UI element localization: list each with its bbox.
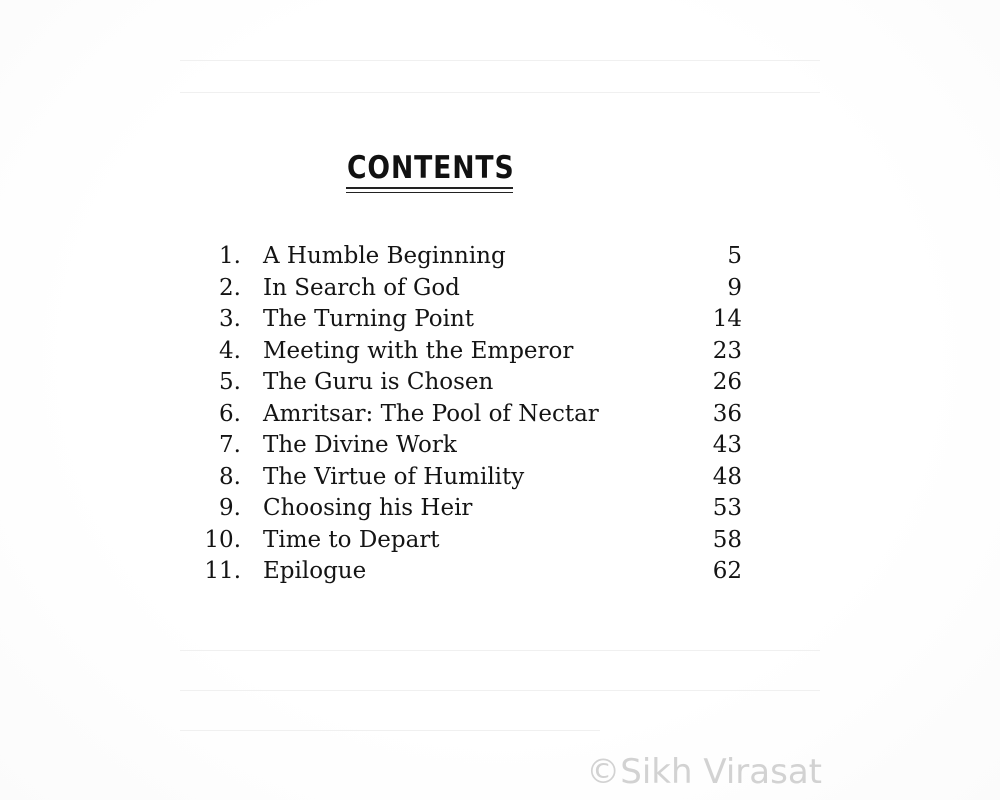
toc-entry bbox=[196, 333, 756, 365]
show-through-line bbox=[180, 730, 600, 731]
entry-page-number: 14 bbox=[712, 306, 742, 332]
toc-entry bbox=[196, 364, 756, 396]
show-through-line bbox=[180, 690, 820, 691]
entry-title: A Humble Beginning bbox=[263, 243, 506, 269]
entry-number: 5. bbox=[219, 369, 241, 395]
entry-page-number: 9 bbox=[727, 274, 742, 301]
entry-page-number: 62 bbox=[712, 558, 742, 584]
entry-page-number: 5 bbox=[727, 243, 742, 269]
entry-title: The Divine Work bbox=[263, 432, 457, 458]
entry-number: 8. bbox=[219, 463, 241, 490]
entry-number: 4. bbox=[219, 337, 241, 364]
entry-number: 9. bbox=[219, 495, 241, 521]
entry-title: Choosing his Heir bbox=[263, 495, 473, 521]
entry-number: 10. bbox=[204, 526, 241, 553]
entry-title: Time to Depart bbox=[263, 526, 440, 553]
entry-page-number: 43 bbox=[712, 432, 742, 458]
entry-title: Meeting with the Emperor bbox=[263, 337, 574, 364]
entry-title: Epilogue bbox=[263, 558, 367, 584]
entry-page-number: 36 bbox=[712, 400, 742, 427]
toc-entry bbox=[196, 396, 756, 428]
entry-number: 11. bbox=[204, 558, 241, 584]
entry-number: 7. bbox=[219, 432, 241, 458]
show-through-line bbox=[180, 92, 820, 93]
entry-title: In Search of God bbox=[263, 274, 460, 301]
table-of-contents bbox=[196, 238, 756, 585]
toc-entry bbox=[196, 270, 756, 302]
heading-underline-top bbox=[346, 187, 513, 189]
contents-heading: CONTENTS bbox=[347, 150, 515, 186]
entry-page-number: 48 bbox=[712, 463, 742, 490]
show-through-line bbox=[180, 60, 820, 61]
show-through-line bbox=[180, 650, 820, 651]
entry-page-number: 26 bbox=[712, 369, 742, 395]
entry-number: 6. bbox=[219, 400, 241, 427]
entry-title: The Guru is Chosen bbox=[263, 369, 494, 395]
toc-entry bbox=[196, 553, 756, 585]
entry-number: 3. bbox=[219, 306, 241, 332]
entry-number: 2. bbox=[219, 274, 241, 301]
heading-underline-bottom bbox=[346, 192, 513, 193]
copyright-watermark: ©Sikh Virasat bbox=[586, 752, 822, 792]
entry-page-number: 53 bbox=[712, 495, 742, 521]
entry-title: The Virtue of Humility bbox=[263, 463, 525, 490]
entry-title: Amritsar: The Pool of Nectar bbox=[263, 400, 599, 427]
entry-page-number: 58 bbox=[712, 526, 742, 553]
entry-page-number: 23 bbox=[712, 337, 742, 364]
toc-entry bbox=[196, 427, 756, 459]
toc-entry bbox=[196, 301, 756, 333]
toc-entry bbox=[196, 522, 756, 554]
toc-entry bbox=[196, 238, 756, 270]
toc-entry bbox=[196, 490, 756, 522]
toc-entry bbox=[196, 459, 756, 491]
entry-title: The Turning Point bbox=[263, 306, 475, 332]
entry-number: 1. bbox=[219, 243, 241, 269]
